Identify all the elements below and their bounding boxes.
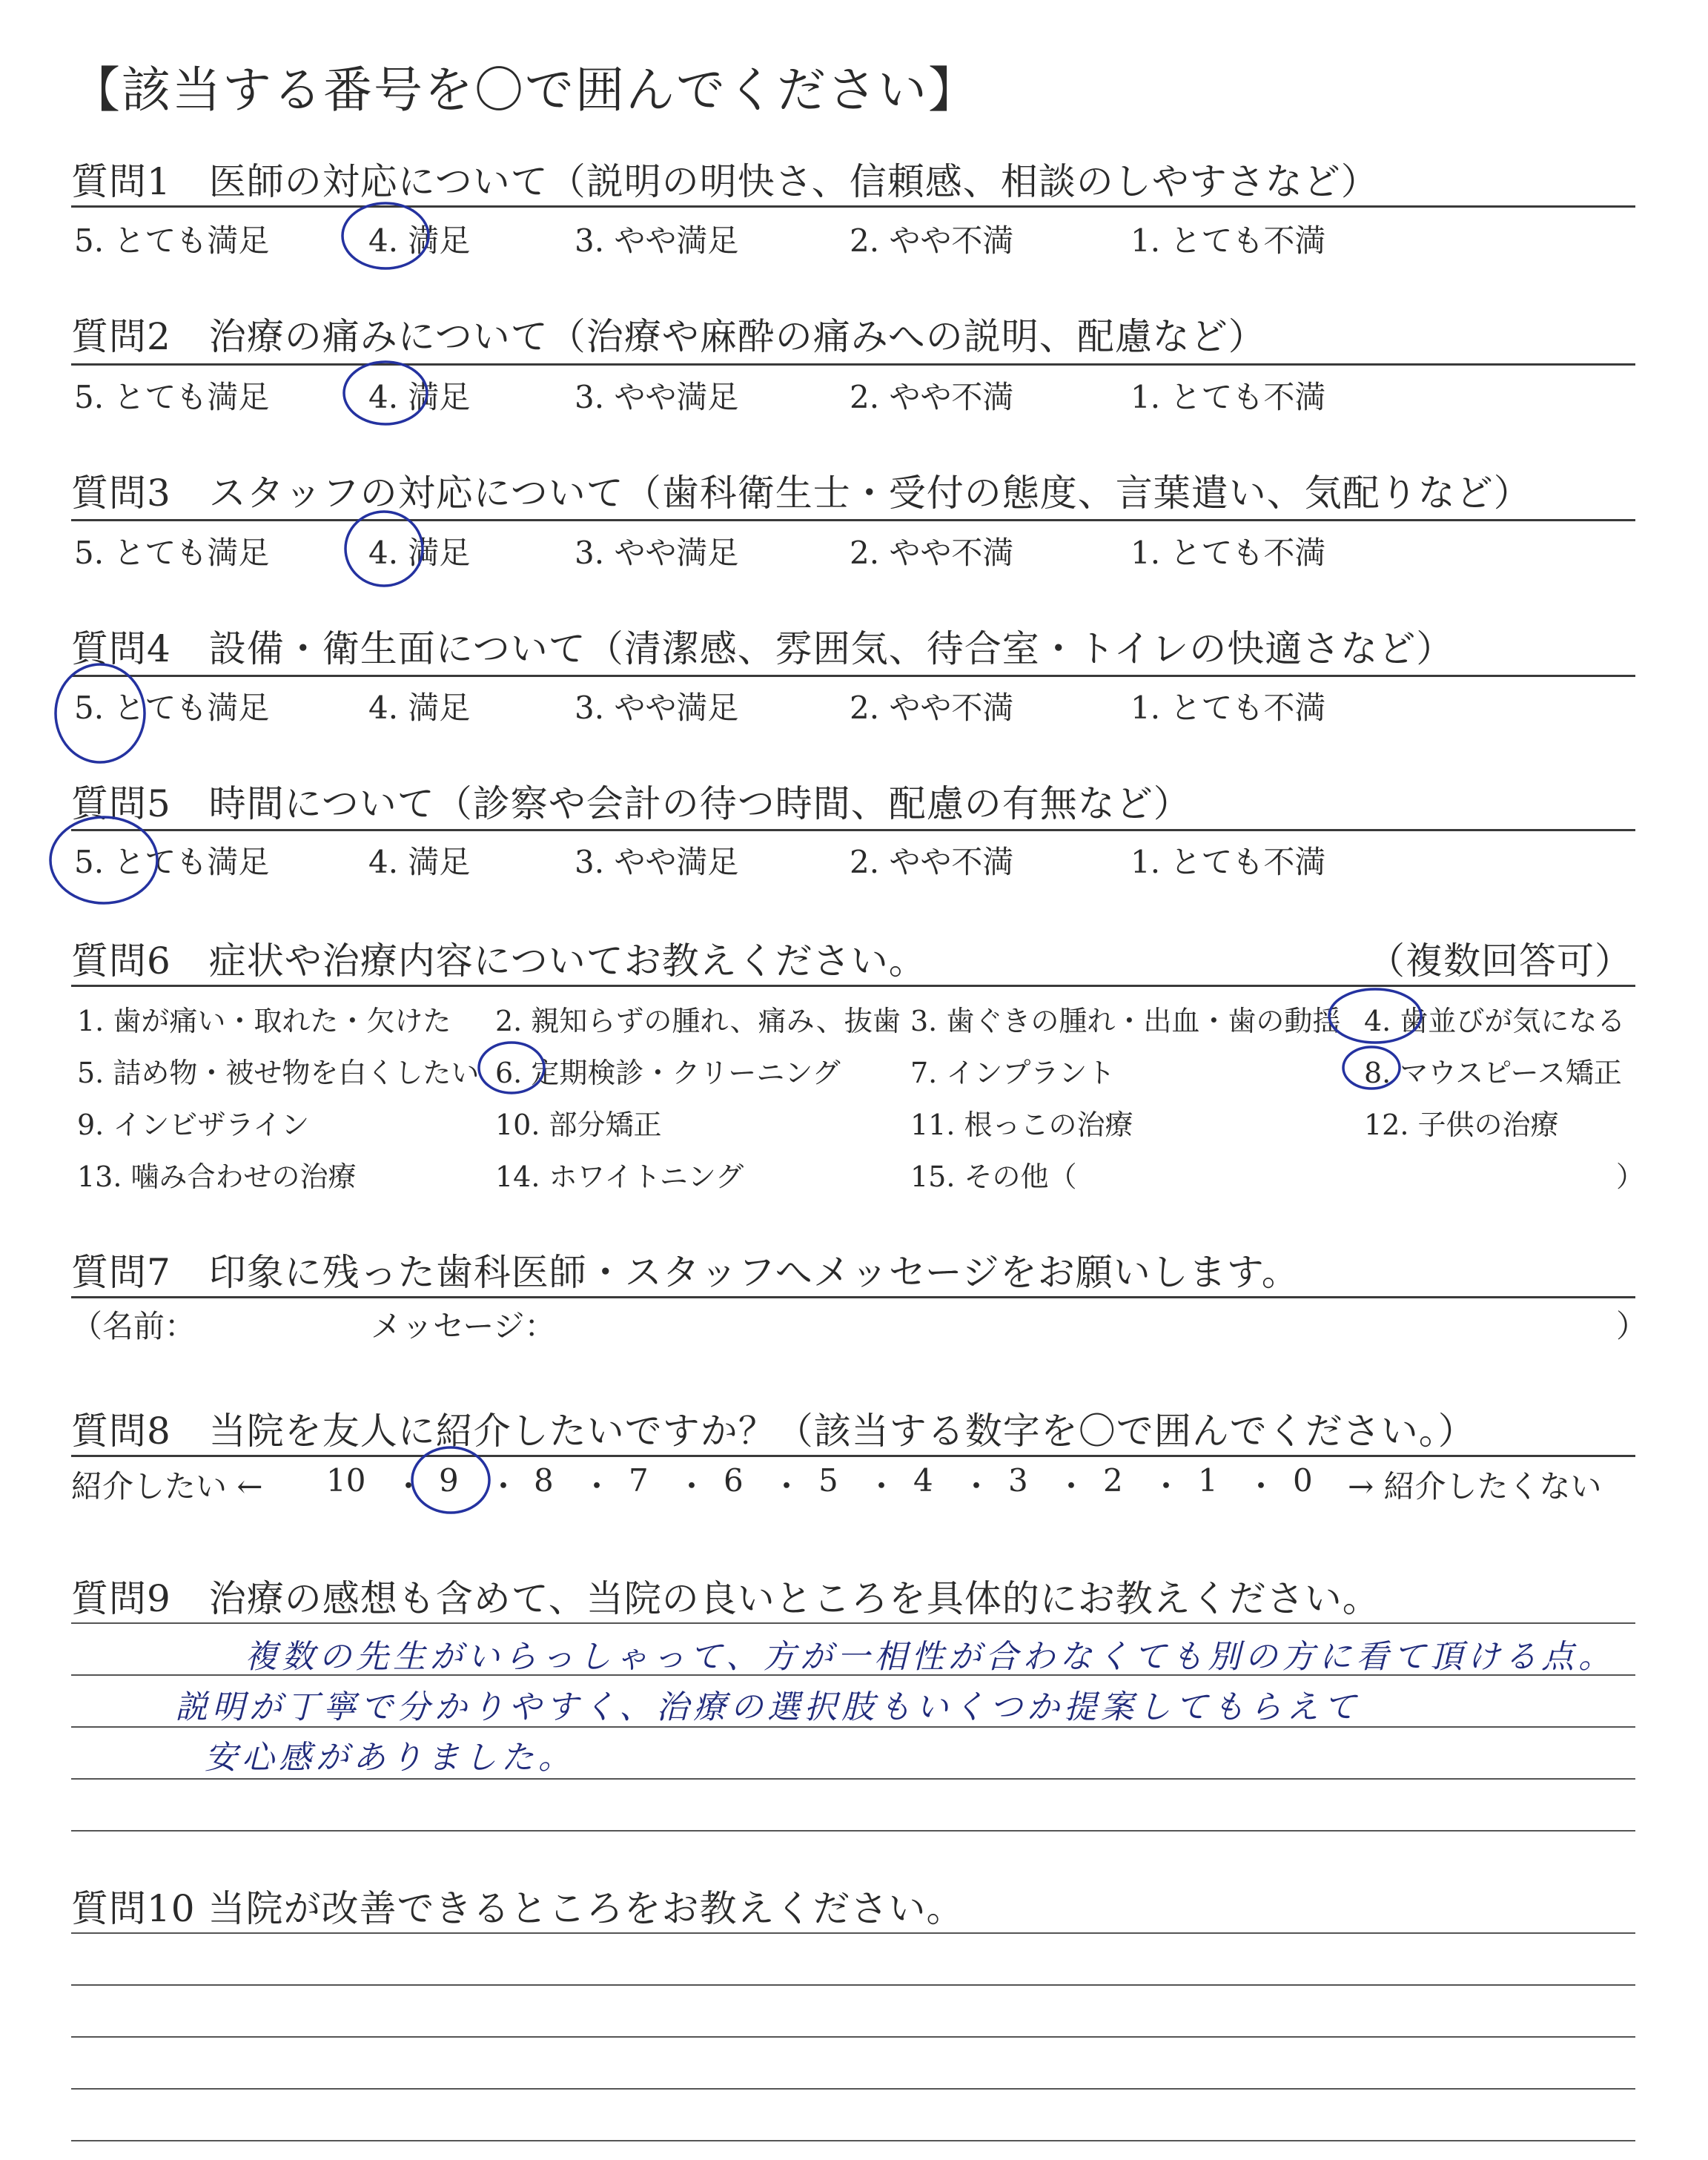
q8-scale-2[interactable]: 2 <box>1103 1462 1123 1499</box>
divider <box>71 1455 1635 1457</box>
q6-option-11[interactable]: 11. 根っこの治療 <box>910 1109 1133 1141</box>
question-2-title: 質問2 治療の痛みについて（治療や麻酔の痛みへの説明、配慮など） <box>71 315 1266 358</box>
q9-handwritten-line-2[interactable]: 説明が丁寧で分かりやすく、治療の選択肢もいくつか提案してもらえて <box>175 1688 1361 1726</box>
q6-option-13[interactable]: 13. 噛み合わせの治療 <box>77 1160 357 1193</box>
answer-line <box>71 2088 1635 2090</box>
q3-option-3[interactable]: 3. やや満足 <box>575 535 739 571</box>
q8-scale-8[interactable]: 8 <box>534 1462 554 1499</box>
scale-dot: ・ <box>1151 1468 1182 1505</box>
q4-option-2[interactable]: 2. やや不満 <box>850 690 1014 726</box>
divider <box>71 205 1635 208</box>
answer-line <box>71 2036 1635 2038</box>
answer-line <box>71 1830 1635 1832</box>
q4-option-4[interactable]: 4. 満足 <box>368 690 471 726</box>
form-header: 【該当する番号を〇で囲んでください】 <box>71 62 979 119</box>
question-7-title: 質問7 印象に残った歯科医師・スタッフへメッセージをお願いします。 <box>71 1251 1300 1294</box>
scale-dot: ・ <box>393 1468 425 1505</box>
answer-line <box>71 1984 1635 1986</box>
divider <box>71 519 1635 521</box>
q6-option-6[interactable]: 6. 定期検診・クリーニング <box>495 1057 841 1089</box>
q3-option-5[interactable]: 5. とても満足 <box>74 535 270 571</box>
q6-option-14[interactable]: 14. ホワイトニング <box>495 1160 744 1193</box>
question-10-title: 質問10 当院が改善できるところをお教えください。 <box>71 1887 964 1930</box>
divider <box>71 985 1635 987</box>
question-5-title: 質問5 時間について（診察や会計の待つ時間、配慮の有無など） <box>71 782 1191 825</box>
scale-dot: ・ <box>676 1468 708 1505</box>
q3-option-4[interactable]: 4. 満足 <box>368 535 471 571</box>
q6-option-7[interactable]: 7. インプラント <box>910 1057 1116 1089</box>
q8-scale-6[interactable]: 6 <box>724 1462 744 1499</box>
answer-line <box>71 1622 1635 1624</box>
question-6-title: 質問6 症状や治療内容についてお教えください。 <box>71 939 927 982</box>
q8-scale-10[interactable]: 10 <box>326 1462 366 1499</box>
q5-option-3[interactable]: 3. やや満足 <box>575 844 739 880</box>
q8-scale-1[interactable]: 1 <box>1198 1462 1218 1499</box>
divider <box>71 675 1635 677</box>
q8-scale-9[interactable]: 9 <box>439 1462 459 1499</box>
q8-scale-0[interactable]: 0 <box>1293 1462 1313 1499</box>
scale-dot: ・ <box>1056 1468 1088 1505</box>
q4-option-1[interactable]: 1. とても不満 <box>1131 690 1326 726</box>
q7-message-label: メッセージ： <box>371 1308 556 1344</box>
q1-option-2[interactable]: 2. やや不満 <box>850 222 1014 259</box>
q2-option-4[interactable]: 4. 満足 <box>368 379 471 415</box>
q4-option-5[interactable]: 5. とても満足 <box>74 690 270 726</box>
q6-option-2[interactable]: 2. 親知らずの腫れ、痛み、抜歯 <box>495 1005 901 1037</box>
answer-line <box>71 2140 1635 2141</box>
q2-option-2[interactable]: 2. やや不満 <box>850 379 1014 415</box>
q6-option-8[interactable]: 8. マウスピース矯正 <box>1364 1057 1622 1089</box>
q8-right-label: → 紹介したくない <box>1348 1468 1602 1505</box>
scale-dot: ・ <box>488 1468 520 1505</box>
q1-option-1[interactable]: 1. とても不満 <box>1131 222 1326 259</box>
q6-option-12[interactable]: 12. 子供の治療 <box>1364 1109 1559 1141</box>
q2-option-5[interactable]: 5. とても満足 <box>74 379 270 415</box>
q8-scale-7[interactable]: 7 <box>629 1462 649 1499</box>
q8-left-label: 紹介したい ← <box>71 1468 263 1505</box>
question-1-title: 質問1 医師の対応について（説明の明快さ、信頼感、相談のしやすさなど） <box>71 160 1379 203</box>
question-8-title: 質問8 当院を友人に紹介したいですか？（該当する数字を〇で囲んでください。） <box>71 1410 1476 1453</box>
answer-line <box>71 1778 1635 1780</box>
divider <box>71 1296 1635 1298</box>
q5-option-2[interactable]: 2. やや不満 <box>850 844 1014 880</box>
q5-option-4[interactable]: 4. 満足 <box>368 844 471 880</box>
q2-option-3[interactable]: 3. やや満足 <box>575 379 739 415</box>
q3-option-2[interactable]: 2. やや不満 <box>850 535 1014 571</box>
scale-dot: ・ <box>1245 1468 1277 1505</box>
q6-option-4[interactable]: 4. 歯並びが気になる <box>1364 1005 1626 1037</box>
q8-scale-3[interactable]: 3 <box>1008 1462 1028 1499</box>
q6-option-1[interactable]: 1. 歯が痛い・取れた・欠けた <box>77 1005 451 1037</box>
q8-scale-4[interactable]: 4 <box>913 1462 933 1499</box>
q7-close: ） <box>1616 1308 1648 1344</box>
scale-dot: ・ <box>771 1468 803 1505</box>
question-9-title: 質問9 治療の感想も含めて、当院の良いところを具体的にお教えください。 <box>71 1577 1380 1620</box>
divider <box>71 363 1635 366</box>
question-3-title: 質問3 スタッフの対応について（歯科衛生士・受付の態度、言葉遣い、気配りなど） <box>71 472 1532 515</box>
q9-handwritten-line-1[interactable]: 複数の先生がいらっしゃって、方が一相性が合わなくても別の方に看て頂ける点。 <box>245 1638 1616 1676</box>
q6-other-close: ） <box>1616 1160 1645 1193</box>
q9-handwritten-line-3[interactable]: 安心感がありました。 <box>205 1739 575 1777</box>
q2-option-1[interactable]: 1. とても不満 <box>1131 379 1326 415</box>
q6-option-3[interactable]: 3. 歯ぐきの腫れ・出血・歯の動揺 <box>910 1005 1341 1037</box>
scale-dot: ・ <box>866 1468 898 1505</box>
q1-option-3[interactable]: 3. やや満足 <box>575 222 739 259</box>
scale-dot: ・ <box>961 1468 993 1505</box>
answer-line <box>71 1932 1635 1934</box>
q7-name-label: （名前： <box>71 1308 196 1344</box>
question-4-title: 質問4 設備・衛生面について（清潔感、雰囲気、待合室・トイレの快適さなど） <box>71 627 1454 670</box>
q6-option-5[interactable]: 5. 詰め物・被せ物を白くしたい <box>77 1057 480 1089</box>
scale-dot: ・ <box>581 1468 613 1505</box>
q5-option-5[interactable]: 5. とても満足 <box>74 844 270 880</box>
q3-option-1[interactable]: 1. とても不満 <box>1131 535 1326 571</box>
q6-option-15[interactable]: 15. その他（ <box>910 1160 1077 1193</box>
question-6-note: （複数回答可） <box>1368 939 1632 982</box>
q1-option-4[interactable]: 4. 満足 <box>368 222 471 259</box>
q4-option-3[interactable]: 3. やや満足 <box>575 690 739 726</box>
divider <box>71 829 1635 831</box>
q1-option-5[interactable]: 5. とても満足 <box>74 222 270 259</box>
q6-option-10[interactable]: 10. 部分矯正 <box>495 1109 662 1141</box>
q8-scale-5[interactable]: 5 <box>818 1462 838 1499</box>
q5-option-1[interactable]: 1. とても不満 <box>1131 844 1326 880</box>
q6-option-9[interactable]: 9. インビザライン <box>77 1109 310 1141</box>
